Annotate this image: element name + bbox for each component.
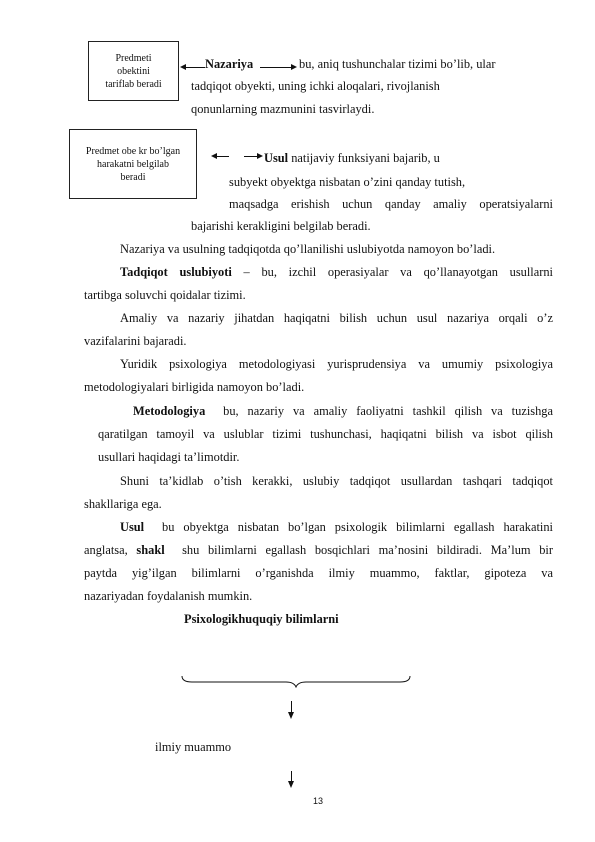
predmet-harakat-box [69, 129, 197, 199]
usul-definition-text: natijaviy funksiyani bajarib, u [291, 151, 440, 165]
nazariya-definition-line: qonunlarning mazmunini tasvirlaydi. [191, 102, 375, 116]
nazariya-definition-line: bu, aniq tushunchalar tizimi bo’lib, ular [299, 57, 496, 71]
paragraph-line [120, 520, 553, 535]
predmet-obekt-box [88, 41, 179, 101]
paragraph-line: paytda yig’ilgan bilimlarni o’rganishda ilmiy muammo, faktlar, gipoteza va [84, 566, 553, 580]
paragraph-line: usullari haqidagi ta’limotdir. [98, 450, 240, 464]
paragraph-line: metodologiyalari birligida namoyon bo’ladi. [84, 380, 305, 394]
nazariya-term: Nazariya [205, 57, 254, 71]
paragraph-line: qaratilgan tamoyil va uslublar tizimi tushunchasi, haqiqatni bilish va isbot qilish [98, 427, 553, 441]
paragraph-line: tartibga soluvchi qoidalar tizimi. [84, 288, 246, 302]
paragraph-line: vazifalarini bajaradi. [84, 334, 187, 348]
diagram-heading: Psixologikhuquqiy bilimlarni [184, 612, 339, 626]
page-number: 13 [313, 796, 324, 806]
arrow-head-right [291, 64, 297, 70]
paragraph-text: bu, nazariy va amaliy faoliyatni tashkil qilish va tuzishga [223, 404, 553, 418]
paragraph-line [120, 265, 553, 280]
paragraph-line: Shuni ta’kidlab o’tish kerakki, uslubiy tadqiqot usullardan tashqari tadqiqot [120, 474, 553, 488]
paragraph-line: nazariyadan foydalanish mumkin. [84, 589, 253, 603]
box2-line: Predmet obe kr bo’lgan [85, 145, 181, 157]
box1-line: tariflab beradi [105, 78, 162, 90]
usul-definition-line: subyekt obyektga nisbatan o’zini qanday tutish, [229, 175, 466, 189]
arrow-line [244, 156, 258, 157]
flow-arrow-head [288, 781, 294, 788]
term-tadqiqot-uslubiyoti: Tadqiqot uslubiyoti [120, 265, 232, 279]
paragraph-text: – bu, izchil operasiyalar va qo’llanayotgan usullarni [243, 265, 553, 279]
flow-item-ilmiy-muammo: ilmiy muammo [155, 740, 232, 754]
curly-brace-icon [180, 672, 412, 688]
paragraph-line [133, 404, 553, 419]
box2-line: harakatni belgilab [97, 158, 169, 170]
paragraph-line: shakllariga ega. [84, 497, 162, 511]
nazariya-definition-line: tadqiqot obyekti, uning ichki aloqalari, rivojlanish [191, 79, 440, 93]
term-shakl: shakl [136, 543, 165, 557]
box2-line: beradi [120, 171, 146, 183]
paragraph-line: Nazariya va usulning tadqiqotda qo’llanilishi uslubiyotda namoyon bo’ladi. [120, 242, 496, 256]
usul-definition-line [264, 151, 440, 166]
box1-line: obektini [117, 65, 150, 77]
paragraph-text: anglatsa, [84, 543, 128, 557]
paragraph-line [84, 543, 553, 558]
paragraph-text: bu obyektga nisbatan bo’lgan psixologik bilimlarni egallash harakatini [162, 520, 553, 534]
box1-line: Predmeti [115, 52, 152, 64]
paragraph-line: Yuridik psixologiya metodologiyasi yurisprudensiya va umumiy psixologiya [120, 357, 553, 371]
usul-term: Usul [264, 151, 289, 165]
arrow-head-right [257, 153, 263, 159]
arrow-line [260, 67, 294, 68]
term-metodologiya: Metodologiya [133, 404, 206, 418]
arrow-line [185, 67, 205, 68]
arrow-line [216, 156, 229, 157]
usul-definition-line: bajarishi kerakligini belgilab beradi. [191, 219, 371, 233]
paragraph-line: Amaliy va nazariy jihatdan haqiqatni bilish uchun usul nazariya orqali o’z [120, 311, 553, 325]
paragraph-text: shu bilimlarni egallash bosqichlari ma’nosini bildiradi. Ma’lum bir [182, 543, 553, 557]
term-usul: Usul [120, 520, 145, 534]
flow-arrow-head [288, 712, 294, 719]
usul-definition-line: maqsadga erishish uchun qanday amaliy operatsiyalarni [229, 197, 553, 211]
